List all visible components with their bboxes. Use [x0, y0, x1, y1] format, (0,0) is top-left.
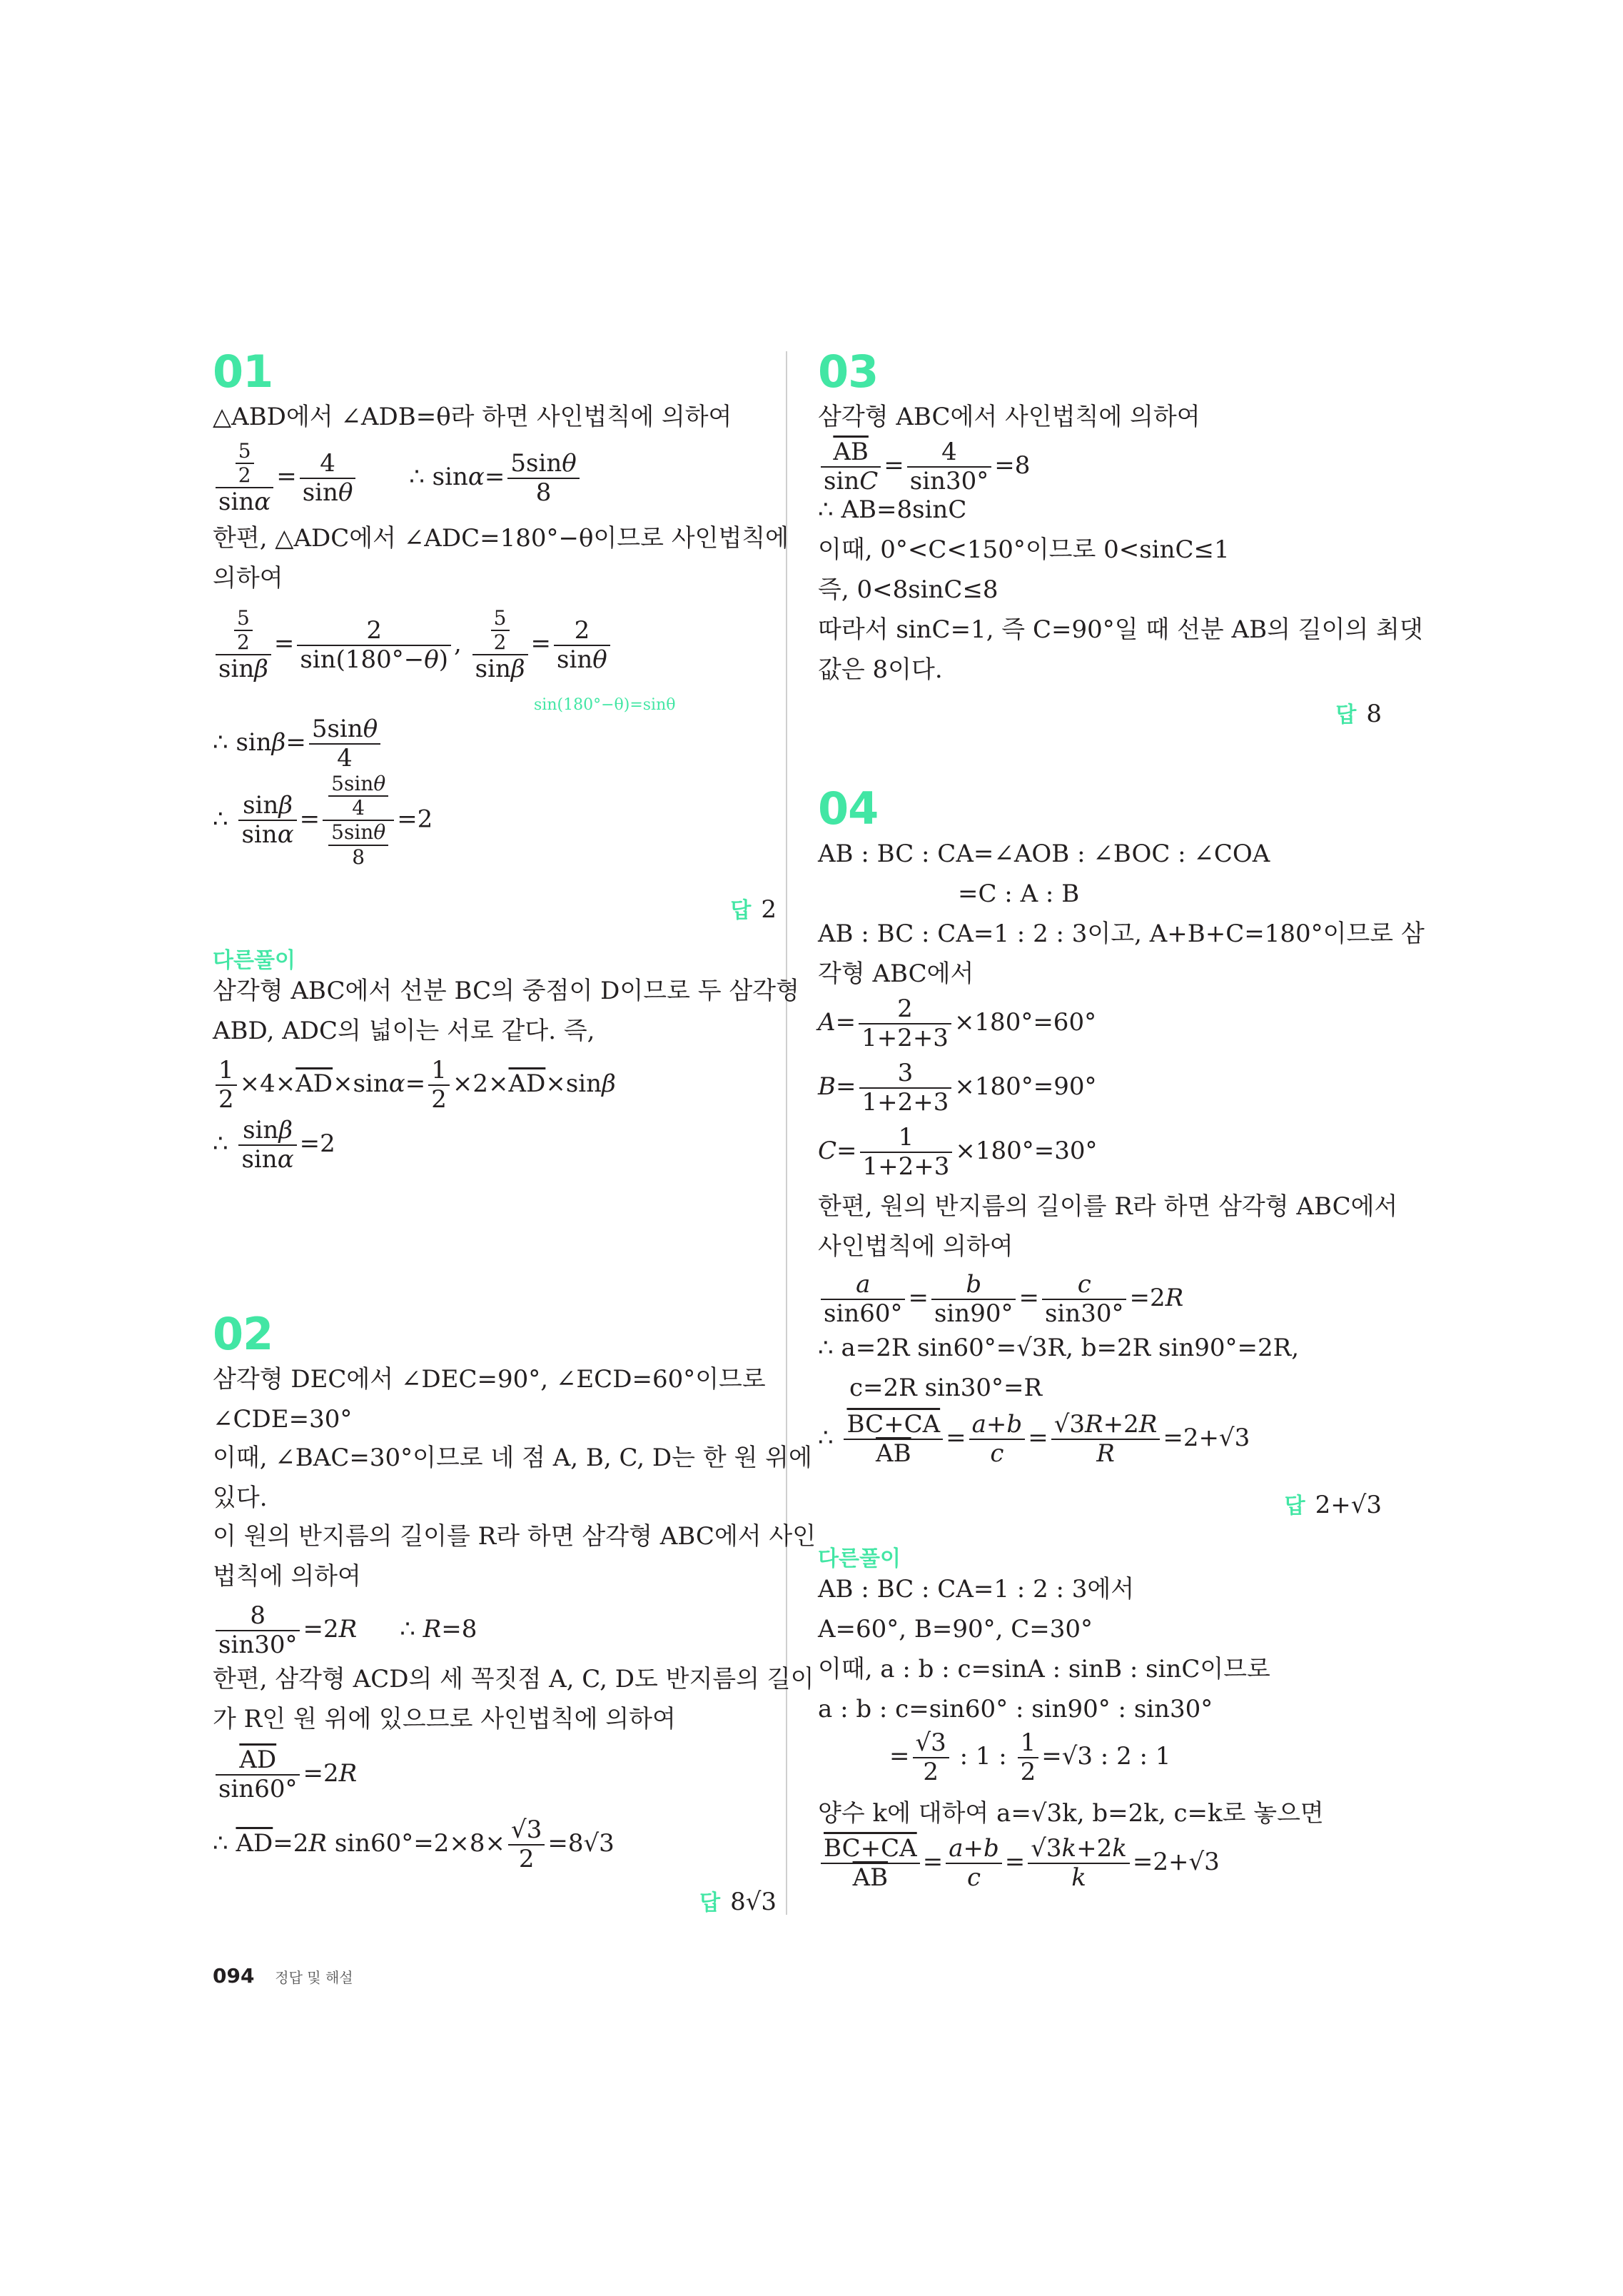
p04-alt-2: A=60°, B=90°, C=30° [818, 1615, 1093, 1643]
p04-answer: 답 2+√3 [1284, 1491, 1382, 1519]
p01-eq-4: ∴ $\frac{\sin\beta}{\sin\alpha}$ = $\frac{\frac{5\sin\theta}{4}}{\frac{5\sin\theta}{8}}$ =2 [213, 772, 433, 869]
p02-line-5: 이 원의 반지름의 길이를 R라 하면 삼각형 ABC에서 사인 [213, 1522, 816, 1551]
p04-alt-3: 이때, a : b : c=sinA : sinB : sinC이므로 [818, 1655, 1270, 1683]
p04-line-3: AB : BC : CA=1 : 2 : 3이고, A+B+C=180°이므로 삼 [818, 920, 1425, 948]
p01-alt-eq-1: $\frac{1}{2}$ $\times 4\times\overline{AD}\times\sin\alpha=$ $\frac{1}{2}$ $\times 2\times\overline{AD}\times\sin\beta$ [213, 1057, 616, 1114]
p04-alt-eq-1: = $\frac{√3}{2}$ : 1 : $\frac{1}{2}$ =√3 : 2 : 1 [889, 1728, 1171, 1787]
p04-line-6: 사인법칙에 의하여 [818, 1232, 1013, 1261]
p01-line-1: △ABD에서 ∠ADB=θ라 하면 사인법칙에 의하여 [213, 403, 732, 431]
p01-line-3: 의하여 [213, 564, 283, 593]
p03-line-3: 이때, 0°<C<150°이므로 0<sinC≤1 [818, 535, 1230, 564]
problem-03-number: 03 [818, 346, 879, 398]
p02-eq-2: $\frac{\overline{AD}}{\sin 60^\circ}$ =2R [213, 1746, 357, 1803]
p03-line-2: ∴ AB=8sinC [818, 495, 967, 524]
problem-04-number: 04 [818, 782, 879, 835]
p02-line-3: 이때, ∠BAC=30°이므로 네 점 A, B, C, D는 한 원 위에 [213, 1444, 812, 1472]
p04-line-7: ∴ a=2R sin60°=√3R, b=2R sin90°=2R, [818, 1334, 1300, 1362]
p01-note: sin(180°−θ)=sinθ [534, 696, 676, 714]
p02-line-8: 가 R인 원 위에 있으므로 사인법칙에 의하여 [213, 1705, 676, 1733]
p01-eq-2: $\frac{\frac{5}{2}}{\sin\beta}$ = $\frac{2}{\sin(180^\circ-\theta)}$ , $\frac{\frac{5}{2}}{\sin\beta}$ = $\frac{2}{\sin\theta}$ [213, 607, 613, 683]
p04-eq-B: B= $\frac{3}{1+2+3}$ ×180°=90° [818, 1059, 1097, 1117]
p03-answer: 답 8 [1335, 700, 1382, 728]
p01-alt-1: 삼각형 ABC에서 선분 BC의 중점이 D이므로 두 삼각형 [213, 977, 799, 1005]
p04-alt-1: AB : BC : CA=1 : 2 : 3에서 [818, 1575, 1135, 1603]
p04-alt-4: a : b : c=sin60° : sin90° : sin30° [818, 1695, 1213, 1723]
p02-line-1: 삼각형 DEC에서 ∠DEC=90°, ∠ECD=60°이므로 [213, 1365, 766, 1394]
p03-line-6: 값은 8이다. [818, 655, 943, 684]
p03-eq-1: $\frac{\overline{AB}}{\sin C}$ = $\frac{4}{\sin 30^\circ}$ =8 [818, 438, 1030, 495]
p02-eq-3: ∴ $\overline{AD}=2R$ sin60°=2×8× $\frac{√3}{2}$ =8√3 [213, 1816, 615, 1874]
p04-line-8: c=2R sin30°=R [849, 1374, 1043, 1402]
p04-alt-5: 양수 k에 대하여 a=√3k, b=2k, c=k로 놓으면 [818, 1799, 1324, 1828]
p03-line-5: 따라서 sinC=1, 즉 C=90°일 때 선분 AB의 길이의 최댓 [818, 615, 1423, 644]
p04-eq-result: ∴ $\frac{BC+CA}{AB}$ = $\frac{a+b}{c}$ = $\frac{√3R+2R}{R}$ =2+√3 [818, 1410, 1250, 1469]
p02-answer: 답 8√3 [699, 1888, 777, 1916]
p01-line-2: 한편, △ADC에서 ∠ADC=180°−θ이므로 사인법칙에 [213, 524, 789, 553]
p02-line-7: 한편, 삼각형 ACD의 세 꼭짓점 A, C, D도 반지름의 길이 [213, 1665, 814, 1693]
p04-alt-eq-2: $\frac{BC+CA}{AB}$ = $\frac{a+b}{c}$ = $\frac{√3k+2k}{k}$ =2+√3 [818, 1835, 1220, 1892]
page-number: 094 [213, 1964, 255, 1988]
p01-answer: 답 2 [730, 895, 777, 924]
p04-line-5: 한편, 원의 반지름의 길이를 R라 하면 삼각형 ABC에서 [818, 1192, 1398, 1221]
p01-alt-label: 다른풀이 [213, 948, 295, 973]
p04-eq-C: C= $\frac{1}{1+2+3}$ ×180°=30° [818, 1123, 1098, 1182]
problem-01-number: 01 [213, 346, 273, 398]
p04-alt-label: 다른풀이 [818, 1546, 901, 1571]
p02-line-4: 있다. [213, 1484, 268, 1512]
section-label: 정답 및 해설 [275, 1969, 353, 1986]
p03-line-1: 삼각형 ABC에서 사인법칙에 의하여 [818, 403, 1200, 431]
p01-eq-1: $\frac{\frac{5}{2}}{\sin\alpha}$ = $\frac{4}{\sin\theta}$ ∴ sinα= $\frac{5\sin\theta}{8}$ [213, 440, 582, 516]
p02-line-2: ∠CDE=30° [213, 1405, 353, 1434]
p01-alt-2: ABD, ADC의 넓이는 서로 같다. 즉, [213, 1017, 595, 1045]
p04-line-4: 각형 ABC에서 [818, 960, 974, 988]
p02-eq-1: $\frac{8}{\sin 30^\circ}$ =2R ∴ R=8 [213, 1602, 477, 1659]
p03-line-4: 즉, 0<8sinC≤8 [818, 575, 998, 604]
p04-eq-law: $\frac{a}{\sin 60^\circ}$ = $\frac{b}{\sin 90^\circ}$ = $\frac{c}{\sin 30^\circ}$ =2R [818, 1271, 1183, 1328]
page-footer [213, 1960, 353, 1989]
p04-line-2: =C : A : B [958, 880, 1080, 908]
problem-02-number: 02 [213, 1308, 273, 1360]
p01-eq-3: ∴ sinβ= $\frac{5\sin\theta}{4}$ [213, 715, 383, 772]
p02-line-6: 법칙에 의하여 [213, 1562, 361, 1591]
p04-eq-A: A= $\frac{2}{1+2+3}$ ×180°=60° [818, 995, 1097, 1053]
p04-line-1: AB : BC : CA=∠AOB : ∠BOC : ∠COA [818, 840, 1270, 868]
p01-alt-eq-2: ∴ $\frac{\sin\beta}{\sin\alpha}$ =2 [213, 1116, 335, 1174]
